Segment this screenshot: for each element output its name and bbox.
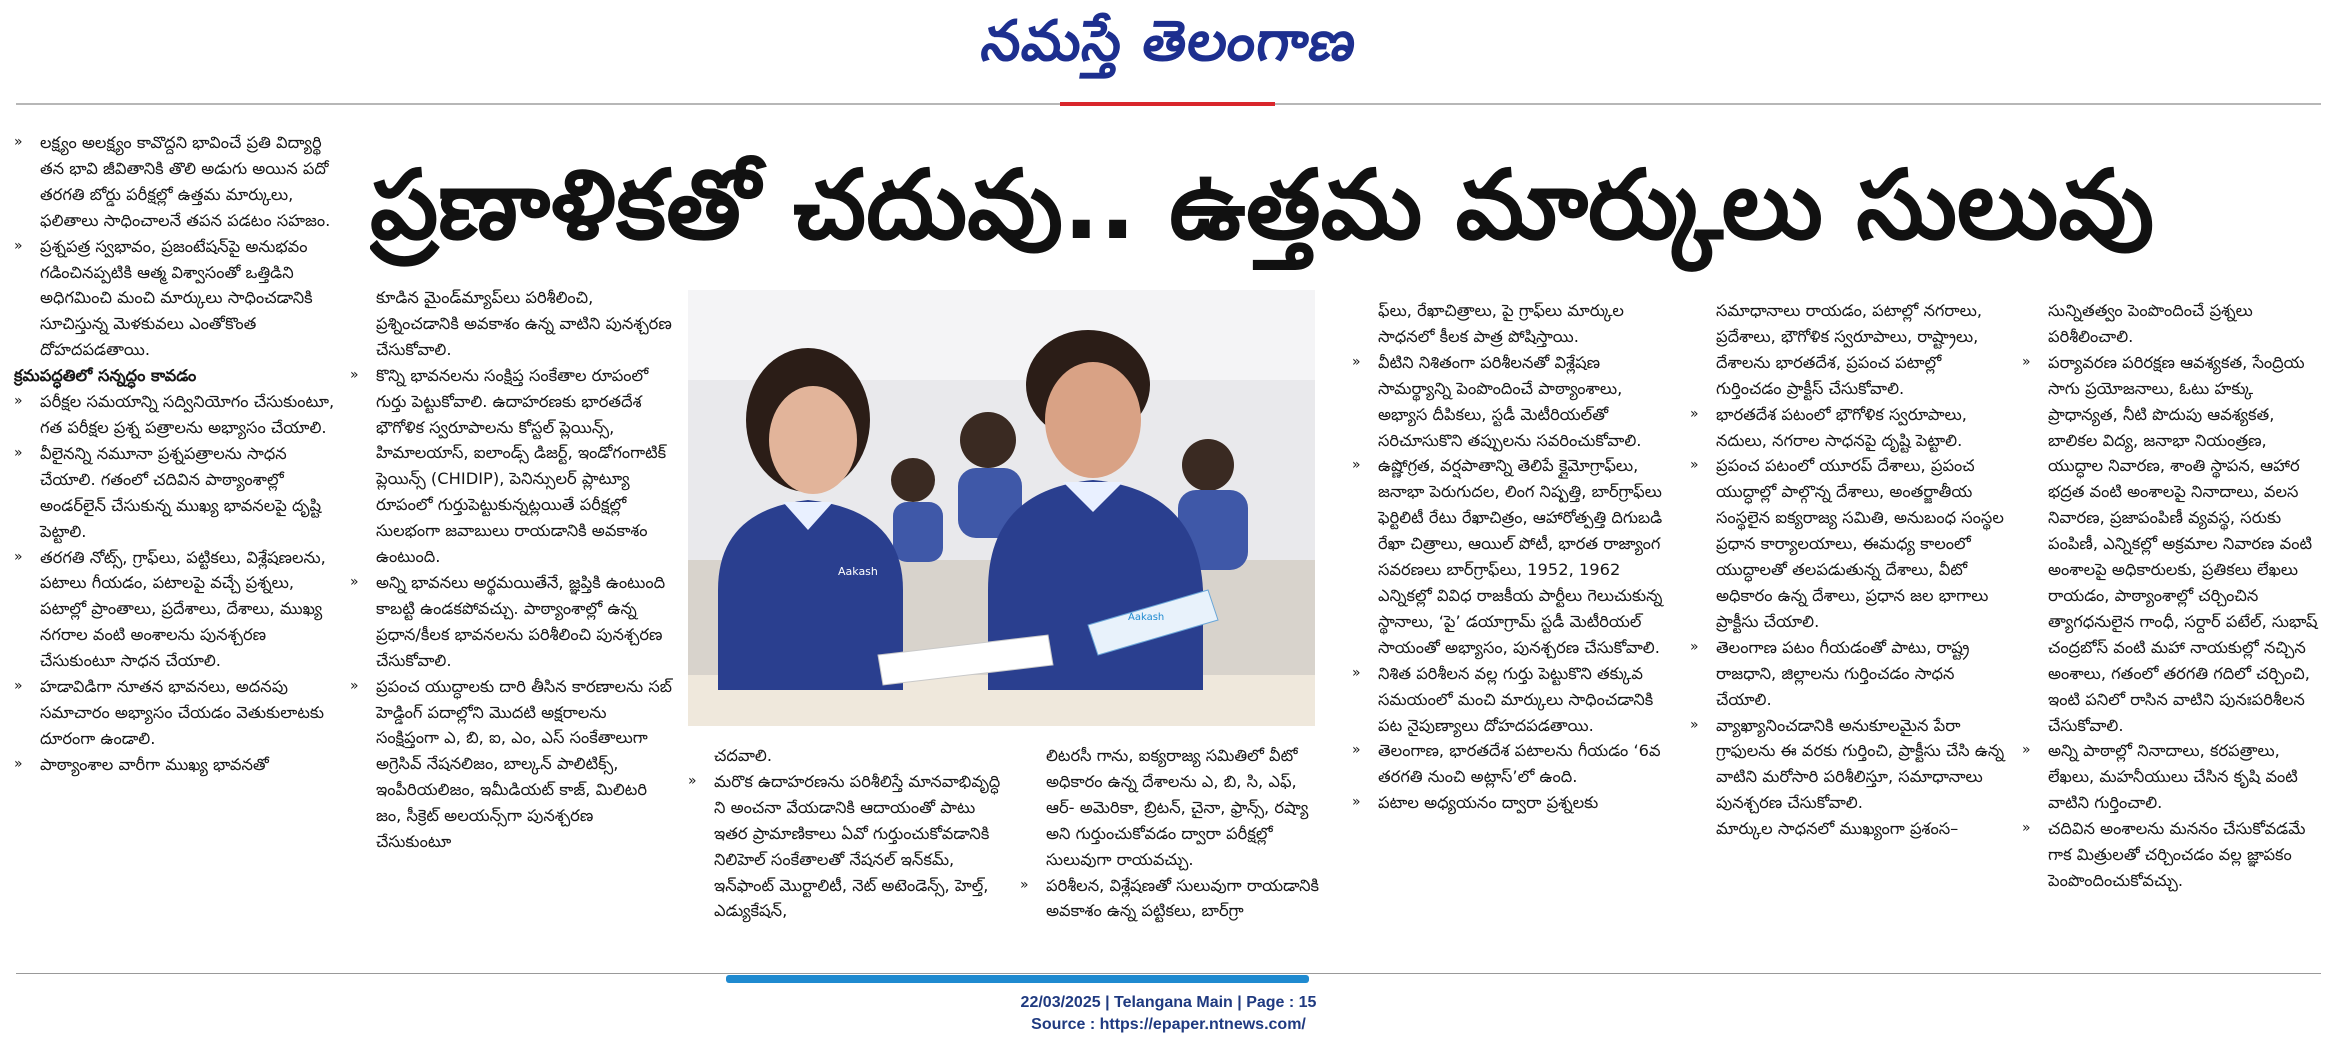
bullet-icon: » xyxy=(2022,353,2031,370)
bullet-item: » నిశిత పరిశీలన వల్ల గుర్తు పెట్టుకొని తక్కువ సమయంలో మంచి మార్కులు సాధించడానికి పట నైపుణ్యాలు దోహదపడతాయి. xyxy=(1352,661,1670,739)
bullet-item: » ప్రశ్నపత్ర స్వభావం, ప్రజంటేషన్‌పై అనుభవం గడించినప్పటికి ఆత్మ విశ్వాసంతో ఒత్తిడిని అధిగమించి మంచి మార్కులు సాధించడానికి సూచిస్తున్న మెళకువలు ఎంతోకొంత xyxy=(14,234,336,338)
book-logo: Aakash xyxy=(1128,612,1165,623)
masthead xyxy=(0,8,2337,88)
masthead-title: నమస్తే తెలంగాణ xyxy=(977,8,1362,74)
bottom-divider-accent xyxy=(726,975,1309,983)
bullet-item: » పటాల అధ్యయనం ద్వారా ప్రశ్నలకు xyxy=(1352,790,1670,816)
top-divider-accent xyxy=(1060,102,1275,106)
paragraph: చదవాలి. xyxy=(714,746,773,765)
column-4 xyxy=(1020,743,1326,924)
paragraph: ఫ్‌లు, రేఖాచిత్రాలు, పై గ్రాఫ్‌లు మార్కుల సాధనలో కీలక పాత్ర పోషిస్తాయి. xyxy=(1378,301,1624,346)
bullet-continuation: దోహదపడతాయి. xyxy=(40,340,151,360)
column-5 xyxy=(1352,298,1670,816)
bullet-item: » వీలైనన్ని నమూనా ప్రశ్నపత్రాలను సాధన చేయాలి. గతంలో చదివిన పాఠ్యాంశాల్లో అండర్‌లైన్ చేసుకున్న ముఖ్య భావనలపై దృష్టి పెట్టాలి. xyxy=(14,441,336,545)
bullet-icon: » xyxy=(350,573,359,590)
column-7 xyxy=(2022,298,2322,894)
bullet-icon: » xyxy=(14,237,23,254)
bullet-icon: » xyxy=(1352,664,1361,681)
bullet-item: » పర్యావరణ పరిరక్షణ ఆవశ్యకత, సేంద్రియ సాగు ప్రయోజనాలు, ఓటు హక్కు ప్రాధాన్యత, నీటి పొదుపు ఆవశ్యకత, బాలికల విద్య, జనాభా నియంత్రణ, యుద్ధాల నివారణ, శాంతి స్థాపన, ఆహార భద్రత వంటి అంశాలపై నినాదాలు, వలస నివారణ, ప్రజాపంపిణీ వ్యవస్థ, సరుకు పంపిణీ, ఎన్నికల్లో అక్రమాల నివారణ వంటి అంశాలపై అధికారులకు, ప్రతికలు లేఖలు రాయడం, పాఠ్యాంశాల్లో చర్చించిన త్యాగధనులైన గాంధీ, సర్దార్ పటేల్, సుభాష్ చంద్రబోస్ వంటి మహా నాయకుల్లో నచ్చిన అంశాలు, గతంలో తరగతి గదిలో చర్చించి, ఇంటి పనిలో రాసిన వాటిని పునఃపరిశీలన చేసుకోవాలి. xyxy=(2022,350,2322,739)
footer xyxy=(0,992,2337,1036)
paragraph: సమాధానాలు రాయడం, పటాల్లో నగరాలు, ప్రదేశాలు, భౌగోళిక స్వరూపాలు, రాష్ట్రాలు, దేశాలను భారతదేశ, ప్రపంచ పటాల్లో గుర్తించడం ప్రాక్టీస్ చేసుకోవాలి. xyxy=(1716,301,1983,398)
bullet-item: » తెలంగాణ పటం గీయడంతో పాటు, రాష్ట్ర రాజధాని, జిల్లాలను గుర్తించడం సాధన చేయాలి. xyxy=(1690,635,2008,713)
bullet-item: » చదివిన అంశాలను మననం చేసుకోవడమే గాక మిత్రులతో చర్చించడం వల్ల జ్ఞాపకం పెంపొందించుకోవచ్చు. xyxy=(2022,816,2322,894)
paragraph: కూడిన మైండ్‌మ్యాప్‌లు పరిశీలించి, ప్రశ్నించడానికి అవకాశం ఉన్న వాటిని పునశ్చరణ చేసుకోవాలి. xyxy=(376,288,672,359)
uniform-logo: Aakash xyxy=(838,565,878,578)
column-1 xyxy=(14,130,336,778)
column-6 xyxy=(1690,298,2008,842)
footer-source: Source : https://epaper.ntnews.com/ xyxy=(1031,1016,1306,1033)
bullet-item: » మరొక ఉదాహరణను పరిశీలిస్తే మానవాభివృద్ధి ని అంచనా వేయడానికి ఆదాయంతో పాటు ఇతర ప్రామాణికాలు ఏవో గుర్తుంచుకోవడానికి నిలిహెల్ సంకేతాలతో నేషనల్ ఇన్‌కమ్, ఇన్‌ఫాంట్ మొర్టాలిటీ, నెట్ అటెండెన్స్, హెల్త్, ఎడ్యుకేషన్, xyxy=(688,769,1010,924)
paragraph: సున్నితత్వం పెంపొందించే ప్రశ్నలు పరిశీలించాలి. xyxy=(2048,301,2253,346)
bullet-icon: » xyxy=(1690,638,1699,655)
bullet-icon: » xyxy=(1352,794,1361,811)
bullet-icon: » xyxy=(688,772,697,789)
bullet-icon: » xyxy=(1690,405,1699,422)
bullet-icon: » xyxy=(1352,457,1361,474)
bullet-icon: » xyxy=(350,677,359,694)
bullet-icon: » xyxy=(1020,876,1029,893)
bullet-item: » వ్యాఖ్యానించడానికి అనుకూలమైన పేరా గ్రాఫులను ఈ వరకు గుర్తించి, ప్రాక్టీసు చేసి ఉన్న వాటిని మరోసారి పరిశీలిస్తూ, సమాధానాలు పునశ్చరణ చేసుకోవాలి. xyxy=(1690,713,2008,817)
bullet-item: » పరీక్షల సమయాన్ని సద్వినియోగం చేసుకుంటూ, గత పరీక్షల ప్రశ్న పత్రాలను అభ్యాసం చేయాలి. xyxy=(14,389,336,441)
bullet-icon: » xyxy=(2022,742,2031,759)
paragraph: మార్కుల సాధనలో ముఖ్యంగా ప్రశంస– xyxy=(1716,819,1959,839)
bullet-item: » ప్రపంచ యుద్ధాలకు దారి తీసిన కారణాలను సబ్ హెడ్డింగ్ పదాల్లోని మొదటి అక్షరాలను సంక్షిప్తంగా ఎ, బి, ఐ, ఎం, ఎస్ సంకేతాలుగా అగ్రెసివ్ నేషనలిజం, బాల్కన్ పాలిటిక్స్, ఇంపీరియలిజం, ఇమీడియట్ కాజ్, మిలిటరి జం, సీక్రెట్ అలయన్స్‌గా పునశ్చరణ చేసుకుంటూ xyxy=(350,674,672,855)
bullet-icon: » xyxy=(1690,457,1699,474)
bullet-item: » వీటిని నిశితంగా పరిశీలనతో విశ్లేషణ సామర్థ్యాన్ని పెంపొందించే పాఠ్యాంశాలు, అభ్యాస దీపికలు, స్టడీ మెటీరియల్‌తో సరిచూసుకొని తప్పులను సవరించుకోవాలి. xyxy=(1352,350,1670,454)
subheading: క్రమపద్ధతిలో సన్నద్ధం కావడం xyxy=(14,366,197,386)
bullet-icon: » xyxy=(1690,716,1699,733)
bullet-icon: » xyxy=(14,393,23,410)
bullet-item: » తరగతి నోట్స్, గ్రాఫ్‌లు, పట్టికలు, విశ్లేషణలను, పటాలు గీయడం, పటాలపై వచ్చే ప్రశ్నలు, పటాల్లో ప్రాంతాలు, ప్రదేశాలు, దేశాలు, ముఖ్య నగరాల వంటి అంశాలను పునశ్చరణ చేసుకుంటూ సాధన చేయాలి. xyxy=(14,545,336,675)
bottom-divider xyxy=(16,973,2321,974)
article-photo xyxy=(688,290,1315,726)
footer-edition: 22/03/2025 | Telangana Main | Page : 15 xyxy=(1020,994,1317,1011)
bullet-icon: » xyxy=(2022,820,2031,837)
bullet-item: » ప్రపంచ పటంలో యూరప్ దేశాలు, ప్రపంచ యుద్ధాల్లో పాల్గొన్న దేశాలు, అంతర్జాతీయ సంస్థలైన ఐక్యరాజ్య సమితి, అనుబంధ సంస్థల ప్రధాన కార్యాలయాలు, ఈమధ్య కాలంలో యుద్ధాలతో తలపడుతున్న దేశాలు, వీటో అధికారం ఉన్న దేశాలు, ప్రధాన జల భాగాలు ప్రాక్టీసు చేయాలి. xyxy=(1690,453,2008,634)
bullet-icon: » xyxy=(14,678,23,695)
bullet-item: » పాఠ్యాంశాల వారీగా ముఖ్య భావనతో xyxy=(14,752,336,778)
bullet-item: » కొన్ని భావనలను సంక్షిప్త సంకేతాల రూపంలో గుర్తు పెట్టుకోవాలి. ఉదాహరణకు భారతదేశ భౌగోళిక స్వరూపాలను కోస్టల్ ప్లెయిన్స్, హిమాలయాస్, ఐలాండ్స్ డిజర్ట్, ఇండోగంగాటిక్ ప్లెయిన్స్ (CHIDIP), పెనిన్సులర్ ప్లాట్యూ రూపంలో గుర్తుపెట్టుకున్నట్లయితే పరీక్షల్లో సులభంగా జవాబులు రాయడానికి అవకాశం ఉంటుంది. xyxy=(350,363,672,570)
bullet-item: » పరిశీలన, విశ్లేషణతో సులువుగా రాయడానికి అవకాశం ఉన్న పట్టికలు, బార్‌గ్రా xyxy=(1020,873,1326,925)
bullet-icon: » xyxy=(14,444,23,461)
column-2 xyxy=(350,285,672,855)
bullet-icon: » xyxy=(1352,742,1361,759)
paragraph: లిటరసీ గాను, ఐక్యరాజ్య సమితిలో వీటో అధికారం ఉన్న దేశాలను ఎ, బి, సి, ఎఫ్, ఆర్- అమెరికా, బ్రిటన్, చైనా, ఫ్రాన్స్, రష్యా అని గుర్తుంచుకోవడం ద్వారా పరీక్షల్లో సులువుగా రాయవచ్చు. xyxy=(1046,746,1309,869)
headline: ప్రణాళికతో చదువు.. ఉత్తమ మార్కులు సులువు xyxy=(370,149,2155,261)
bullet-icon: » xyxy=(14,134,23,150)
bullet-icon: » xyxy=(14,548,23,565)
column-3 xyxy=(688,743,1010,924)
bullet-icon: » xyxy=(1352,353,1361,370)
bullet-item: » లక్ష్యం అలక్ష్యం కావొద్దని భావించే ప్రతి విద్యార్థి తన భావి జీవితానికి తొలి అడుగు అయిన పదో తరగతి బోర్డు పరీక్షల్లో ఉత్తమ మార్కులు, ఫలితాలు సాధించాలనే తపన పడటం సహజం. xyxy=(14,130,336,234)
bullet-item: » భారతదేశ పటంలో భౌగోళిక స్వరూపాలు, నదులు, నగరాల సాధనపై దృష్టి పెట్టాలి. xyxy=(1690,402,2008,454)
bullet-item: » తెలంగాణ, భారతదేశ పటాలను గీయడం ‘6వ తరగతి నుంచి అట్లాస్’లో ఉంది. xyxy=(1352,738,1670,790)
bullet-item: » హడావిడిగా నూతన భావనలు, అదనపు సమాచారం అభ్యాసం చేయడం వెతుకులాటకు దూరంగా ఉండాలి. xyxy=(14,674,336,752)
bullet-icon: » xyxy=(350,366,359,383)
bullet-item: » ఉష్ణోగ్రత, వర్షపాతాన్ని తెలిపే క్లైమోగ్రాఫ్‌లు, జనాభా పెరుగుదల, లింగ నిష్పత్తి, బార్‌గ్రాఫ్‌లు ఫెర్టిలిటీ రేటు రేఖాచిత్రం, ఆహారోత్పత్తి దిగుబడి రేఖా చిత్రాలు, ఆయిల్ పోటీ, భారత రాజ్యాంగ సవరణలు బార్‌గ్రాఫ్‌లు, 1952, 1962 ఎన్నికల్లో వివిధ రాజకీయ పార్టీలు గెలుచుకున్న స్థానాలు, ‘పై’ డయాగ్రామ్ స్టడీ మెటీరియల్ సాయంతో అభ్యాసం, పునశ్చరణ చేసుకోవాలి. xyxy=(1352,453,1670,660)
bullet-icon: » xyxy=(14,755,23,772)
bullet-item: » అన్ని భావనలు అర్థమయితేనే, జ్ఞప్తికి ఉంటుంది కాబట్టి ఉండకపోవచ్చు. పాఠ్యాంశాల్లో ఉన్న ప్రధాన/కీలక భావనలను పరిశీలించి పునశ్చరణ చేసుకోవాలి. xyxy=(350,570,672,674)
students-photo xyxy=(688,290,1315,726)
bullet-item: » అన్ని పాఠాల్లో నినాదాలు, కరపత్రాలు, లేఖలు, మహనీయులు చేసిన కృషి వంటి వాటిని గుర్తించాలి. xyxy=(2022,738,2322,816)
